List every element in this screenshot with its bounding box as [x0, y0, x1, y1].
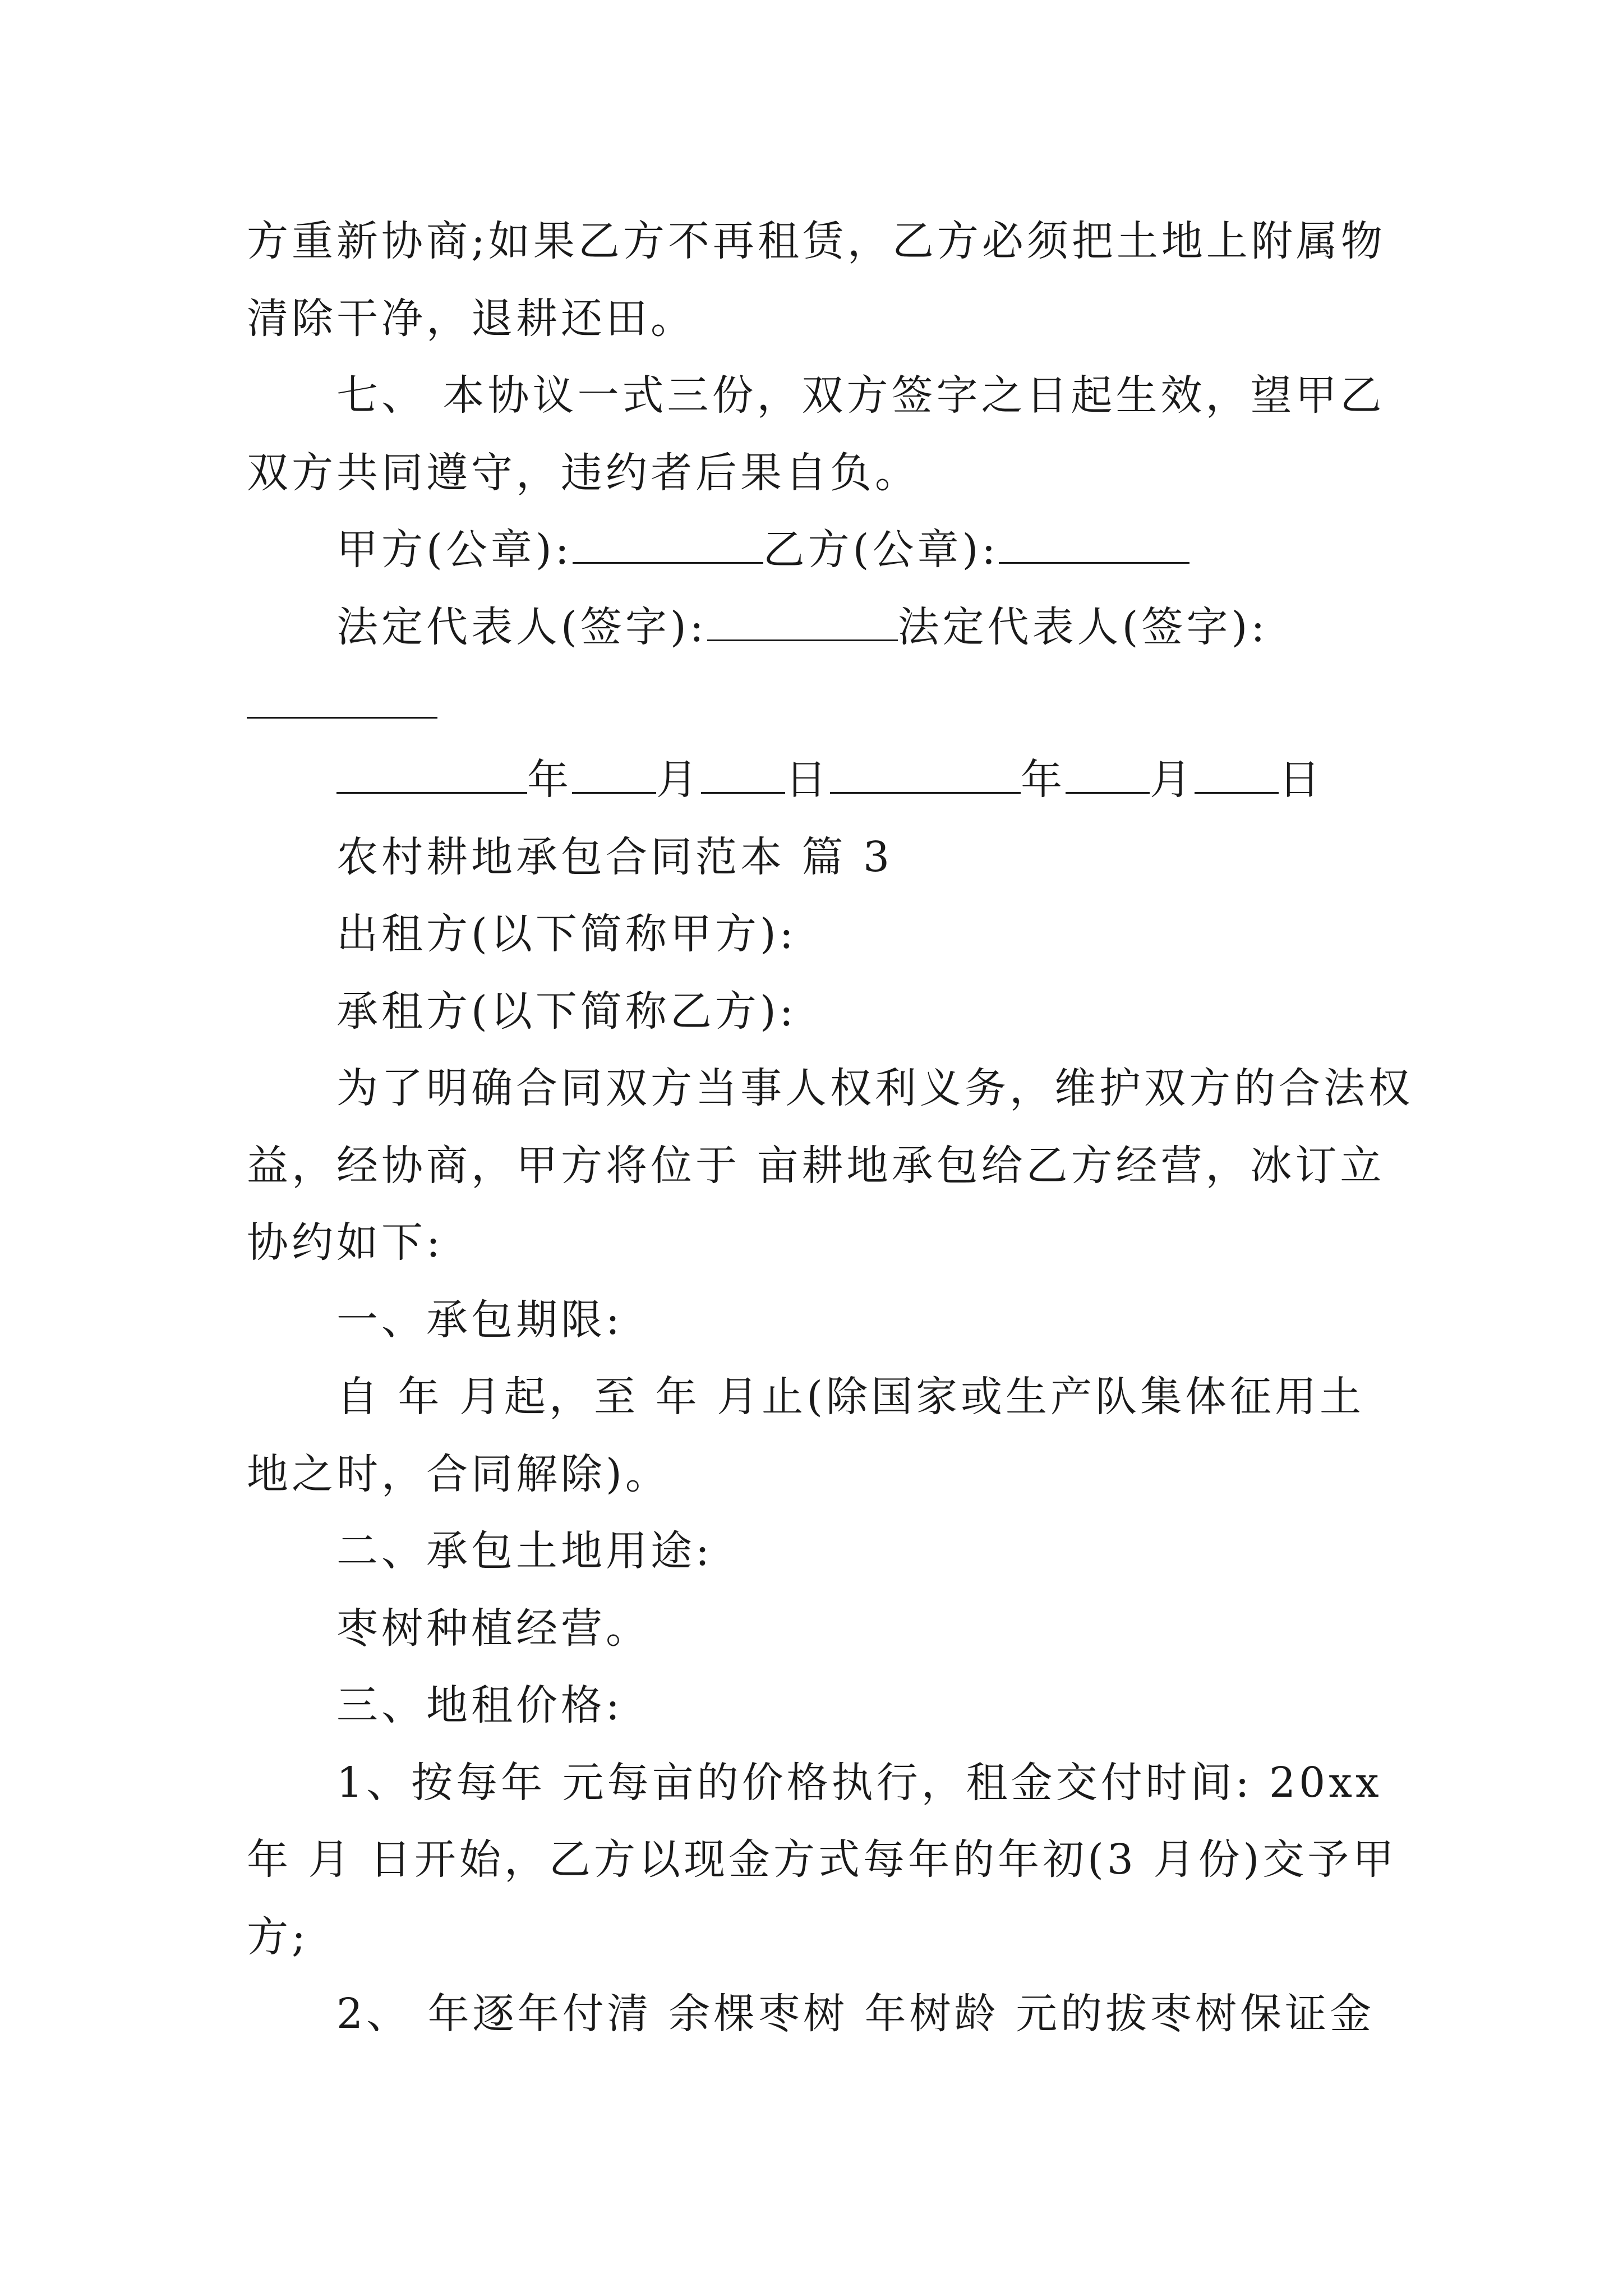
party-b-seal-label: 乙方(公章):	[763, 526, 999, 574]
date-b-month-blank	[1066, 753, 1150, 794]
seal-line	[336, 522, 1481, 578]
day-label: 日	[1279, 756, 1324, 804]
preamble-line: 益，经协商，甲方将位于 亩耕地承包给乙方经营，冰订立	[247, 1142, 1385, 1190]
clause-heading: 一、承包期限:	[336, 1296, 623, 1344]
party-a-rep-label: 法定代表人(签字):	[336, 603, 707, 651]
date-a-day-blank	[701, 753, 785, 794]
lessor-line: 出租方(以下简称甲方):	[336, 910, 797, 958]
party-a-seal-label: 甲方(公章):	[336, 526, 573, 574]
representative-line	[336, 599, 1481, 655]
clause-heading: 三、地租价格:	[336, 1681, 623, 1729]
clause-heading: 二、承包土地用途:	[336, 1527, 713, 1575]
month-label: 月	[656, 756, 701, 804]
year-label: 年	[1021, 756, 1066, 804]
preamble-line: 为了明确合同双方当事人权利义务，维护双方的合法权	[336, 1064, 1413, 1112]
paragraph-line: 年 月 日开始，乙方以现金方式每年的年初(3 月份)交予甲	[247, 1835, 1398, 1884]
date-b-year-blank	[830, 753, 1021, 794]
party-a-seal-blank	[573, 523, 763, 564]
lessee-line: 承租方(以下简称乙方):	[336, 987, 797, 1036]
clause-seven-line: 七、 本协议一式三份，双方签字之日起生效，望甲乙	[336, 371, 1385, 420]
paragraph-line: 双方共同遵守，违约者后果自负。	[247, 449, 920, 497]
paragraph-line: 地之时，合同解除)。	[247, 1450, 670, 1498]
paragraph-line: 清除干净，退耕还田。	[247, 295, 695, 343]
paragraph-line: 方;	[247, 1913, 309, 1961]
section-heading: 农村耕地承包合同范本 篇 3	[336, 833, 893, 881]
party-a-rep-blank	[707, 600, 898, 641]
paragraph-line: 方重新协商;如果乙方不再租赁，乙方必须把土地上附属物	[247, 217, 1386, 265]
paragraph-line: 自 年 月起，至 年 月止(除国家或生产队集体征用土	[336, 1373, 1364, 1421]
paragraph-line: 枣树种植经营。	[336, 1604, 651, 1653]
year-label: 年	[527, 756, 572, 804]
party-b-rep-label: 法定代表人(签字):	[897, 603, 1269, 651]
month-label: 月	[1150, 756, 1195, 804]
party-b-seal-blank	[999, 523, 1189, 564]
preamble-line: 协约如下:	[247, 1218, 444, 1267]
date-b-day-blank	[1195, 753, 1279, 794]
date-a-year-blank	[336, 753, 527, 794]
party-b-rep-blank	[247, 717, 437, 719]
date-line	[336, 752, 1481, 808]
paragraph-line: 2、 年逐年付清 余棵枣树 年树龄 元的拔枣树保证金	[336, 1990, 1375, 2038]
date-a-month-blank	[572, 753, 656, 794]
paragraph-line: 1、按每年 元每亩的价格执行，租金交付时间: 20xx	[336, 1759, 1382, 1807]
day-label: 日	[785, 756, 830, 804]
